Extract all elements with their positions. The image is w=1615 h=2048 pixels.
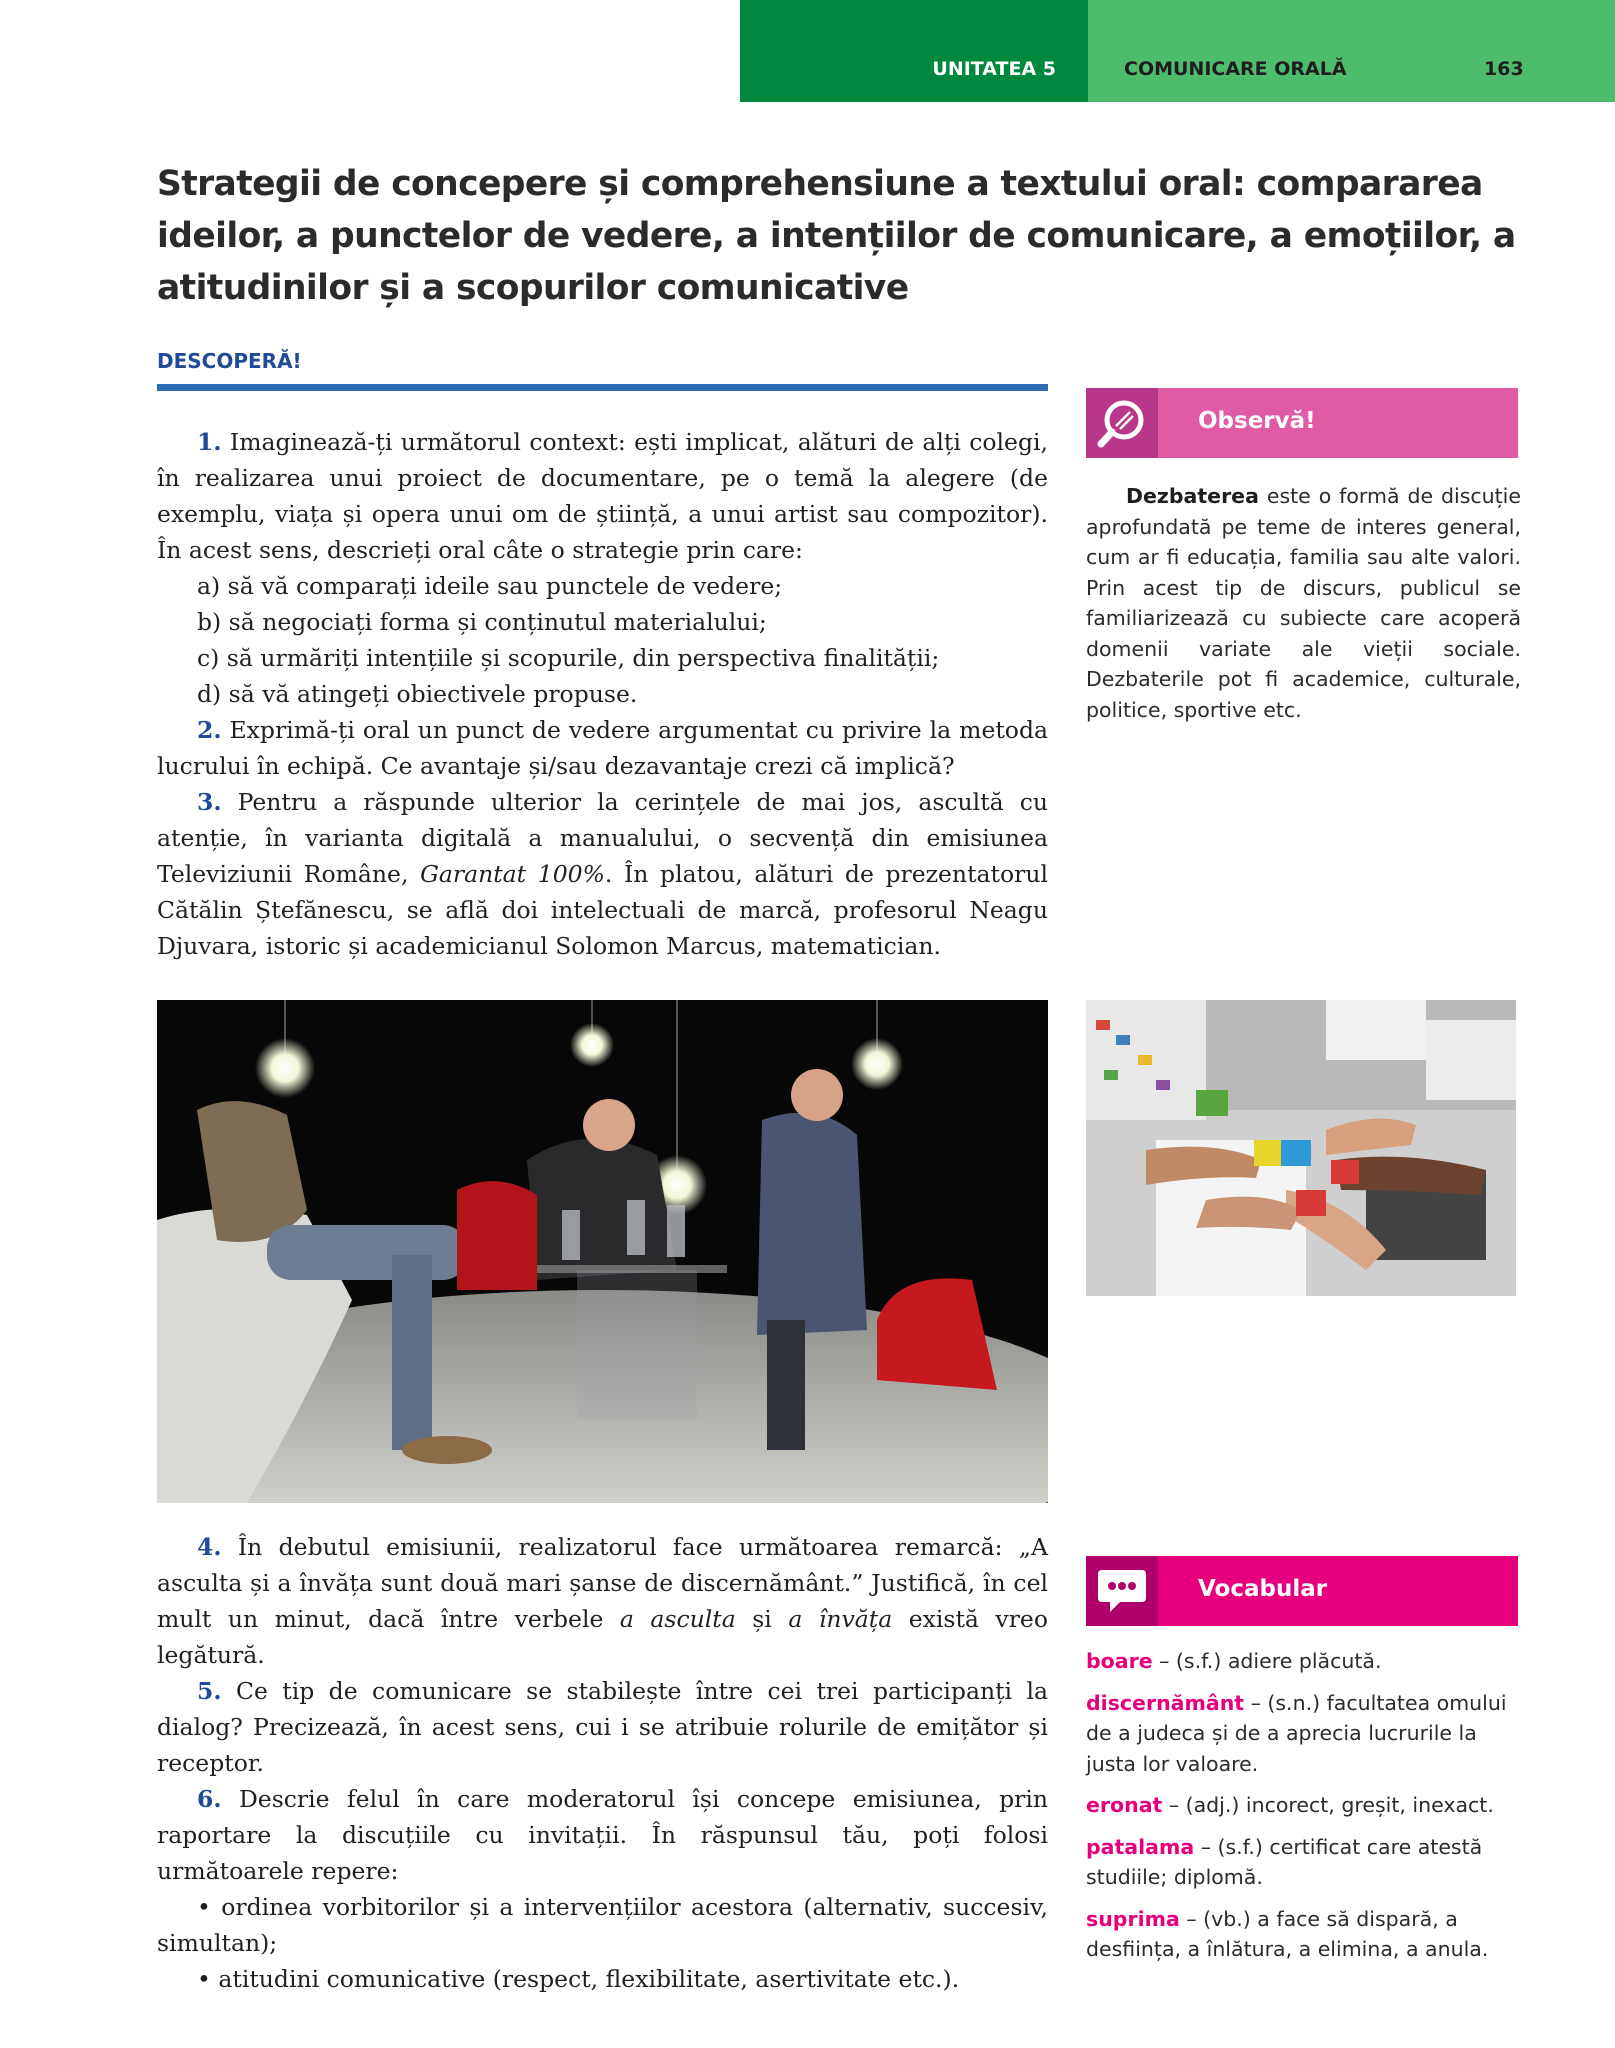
- vocab-definition: – (adj.) incorect, greșit, inexact.: [1162, 1793, 1494, 1817]
- chapter-title: COMUNICARE ORALĂ: [1124, 58, 1347, 80]
- exercise-text: Pentru a răspunde ulterior la cerințele de mai jos, ascultă cu atenție, în varianta digitală a manualului, o secvență din emisiunea Televiziunii Române,: [157, 788, 1048, 888]
- observa-text: [1086, 481, 1521, 725]
- bullet-text: ordinea vorbitorilor și a intervențiilor acestora (alternativ, succesiv, simultan);: [157, 1893, 1048, 1957]
- exercise-text: Descrie felul în care moderatorul își concepe emisiunea, prin raportare la discuțiile cu invitații. În răspunsul tău, poți folosi următoarele repere:: [157, 1785, 1048, 1885]
- vocab-entry: [1086, 1832, 1521, 1893]
- exercises-part-1: [157, 424, 1048, 964]
- vocab-definition: – (s.f.) certificat care atestă studiile; diplomă.: [1086, 1834, 1483, 1889]
- exercise-1-item-d: d) să vă atingeți obiectivele propuse.: [197, 680, 638, 708]
- exercise-text: există vreo legătură.: [157, 1605, 1048, 1669]
- exercise-text: Ce tip de comunicare se stabilește între cei trei participanți la dialog? Precizează, în acest sens, cui i se atribuie rolurile de emițător și receptor.: [157, 1677, 1048, 1777]
- vocab-entry: [1086, 1790, 1521, 1821]
- vocabular-header: [1086, 1556, 1518, 1626]
- exercise-1-item-a: a) să vă comparați ideile sau punctele de vedere;: [197, 572, 783, 600]
- exercise-number: 3.: [197, 788, 222, 816]
- page-number: 163: [1484, 58, 1524, 80]
- exercise-3: [157, 784, 1048, 964]
- exercise-4: [157, 1529, 1048, 1673]
- exercise-number: 2.: [197, 716, 222, 744]
- vocab-definition: – (vb.) a face să dispară, a desființa, a înlătura, a elimina, a anula.: [1086, 1906, 1489, 1961]
- vocab-entry: [1086, 1904, 1521, 1965]
- exercise-1-item-b: b) să negociați forma și conținutul materialului;: [197, 608, 767, 636]
- unit-label: UNITATEA 5: [932, 58, 1056, 80]
- exercise-2: [157, 712, 1048, 784]
- conjunction: și: [735, 1605, 789, 1633]
- vocab-term: discernământ: [1086, 1690, 1245, 1715]
- vocab-term: eronat: [1086, 1793, 1163, 1817]
- vocab-entry: [1086, 1646, 1521, 1677]
- bullet-icon: •: [197, 1965, 211, 1993]
- exercise-1-item-c: c) să urmăriți intențiile și scopurile, din perspectiva finalității;: [197, 644, 940, 672]
- vocabular-list: [1086, 1646, 1521, 1976]
- observa-definition: este o formă de discuție aprofundată pe teme de interes general, cum ar fi educația, familia sau alte valori. Prin acest tip de discurs, publicul se familiarizează cu subiecte care acoperă domenii variate ale vieții sociale. Dezbaterile pot fi academice, culturale, politice, sportive etc.: [1086, 484, 1521, 722]
- verb-a-asculta: a asculta: [619, 1605, 736, 1633]
- bullet-icon: •: [197, 1893, 211, 1921]
- speech-bubble-icon: [1086, 1556, 1158, 1626]
- tv-studio-photo: [157, 1000, 1048, 1503]
- exercise-number: 5.: [197, 1677, 222, 1705]
- magnifier-icon: [1086, 388, 1158, 458]
- vocab-term: patalama: [1086, 1834, 1195, 1859]
- vocab-term: boare: [1086, 1649, 1153, 1673]
- header-unit-band: [740, 0, 1088, 102]
- exercise-6: [157, 1781, 1048, 1889]
- vocab-definition: – (s.n.) facultatea omului de a judeca și de a aprecia lucrurile la justa lor valoare.: [1086, 1690, 1507, 1776]
- vocabular-title: Vocabular: [1198, 1576, 1328, 1602]
- exercise-number: 6.: [197, 1785, 222, 1813]
- vocab-definition: – (s.f.) adiere plăcută.: [1152, 1649, 1382, 1673]
- vocab-entry: [1086, 1688, 1521, 1780]
- verb-a-invata: a învăța: [788, 1605, 893, 1633]
- exercise-text: . În platou, alături de prezentatorul Cătălin Ștefănescu, se află doi intelectuali de marcă, profesorul Neagu Djuvara, istoric și academicianul Solomon Marcus, matematician.: [157, 860, 1049, 960]
- exercise-1: [157, 424, 1048, 568]
- exercise-6-bullet: [157, 1961, 1048, 1997]
- section-heading: DESCOPERĂ!: [157, 349, 302, 373]
- exercises-part-2: [157, 1529, 1048, 1997]
- lesson-title: Strategii de concepere și comprehensiune a textului oral: compararea ideilor, a punctelor de vedere, a intențiilor de comunicare, a emoțiilor, a atitudinilor și a scopurilor comunicative: [157, 164, 1516, 308]
- show-title: Garantat 100%: [420, 860, 605, 888]
- exercise-text: Imaginează-ți următorul context: ești implicat, alături de alți colegi, în realizarea unui proiect de documentare, pe o temă la alegere (de exemplu, viața și opera unui om de știință, a unui artist sau compozitor). În acest sens, descrieți oral câte o strategie prin care:: [157, 428, 1048, 564]
- observa-title: Observă!: [1198, 408, 1316, 434]
- exercise-5: [157, 1673, 1048, 1781]
- exercise-text: În debutul emisiunii, realizatorul face următoarea remarcă: „A asculta și a învăța sunt două mari șanse de discernământ.” Justifică, în cel mult un minut, dacă între verbele: [157, 1533, 1048, 1633]
- observa-term: Dezbaterea: [1126, 484, 1259, 508]
- exercise-number: 1.: [197, 428, 222, 456]
- header-title-band: [1088, 0, 1615, 102]
- exercise-number: 4.: [197, 1533, 222, 1561]
- vocab-term: suprima: [1086, 1906, 1180, 1931]
- bullet-text: atitudini comunicative (respect, flexibilitate, asertivitate etc.).: [218, 1965, 960, 1993]
- exercise-text: Exprimă-ți oral un punct de vedere argumentat cu privire la metoda lucrului în echipă. Ce avantaje și/sau dezavantaje crezi că implică?: [157, 716, 1048, 780]
- teamwork-puzzle-photo: [1086, 1000, 1516, 1296]
- observa-header: [1086, 388, 1518, 458]
- section-divider: [157, 384, 1048, 391]
- exercise-6-bullet: [157, 1889, 1048, 1961]
